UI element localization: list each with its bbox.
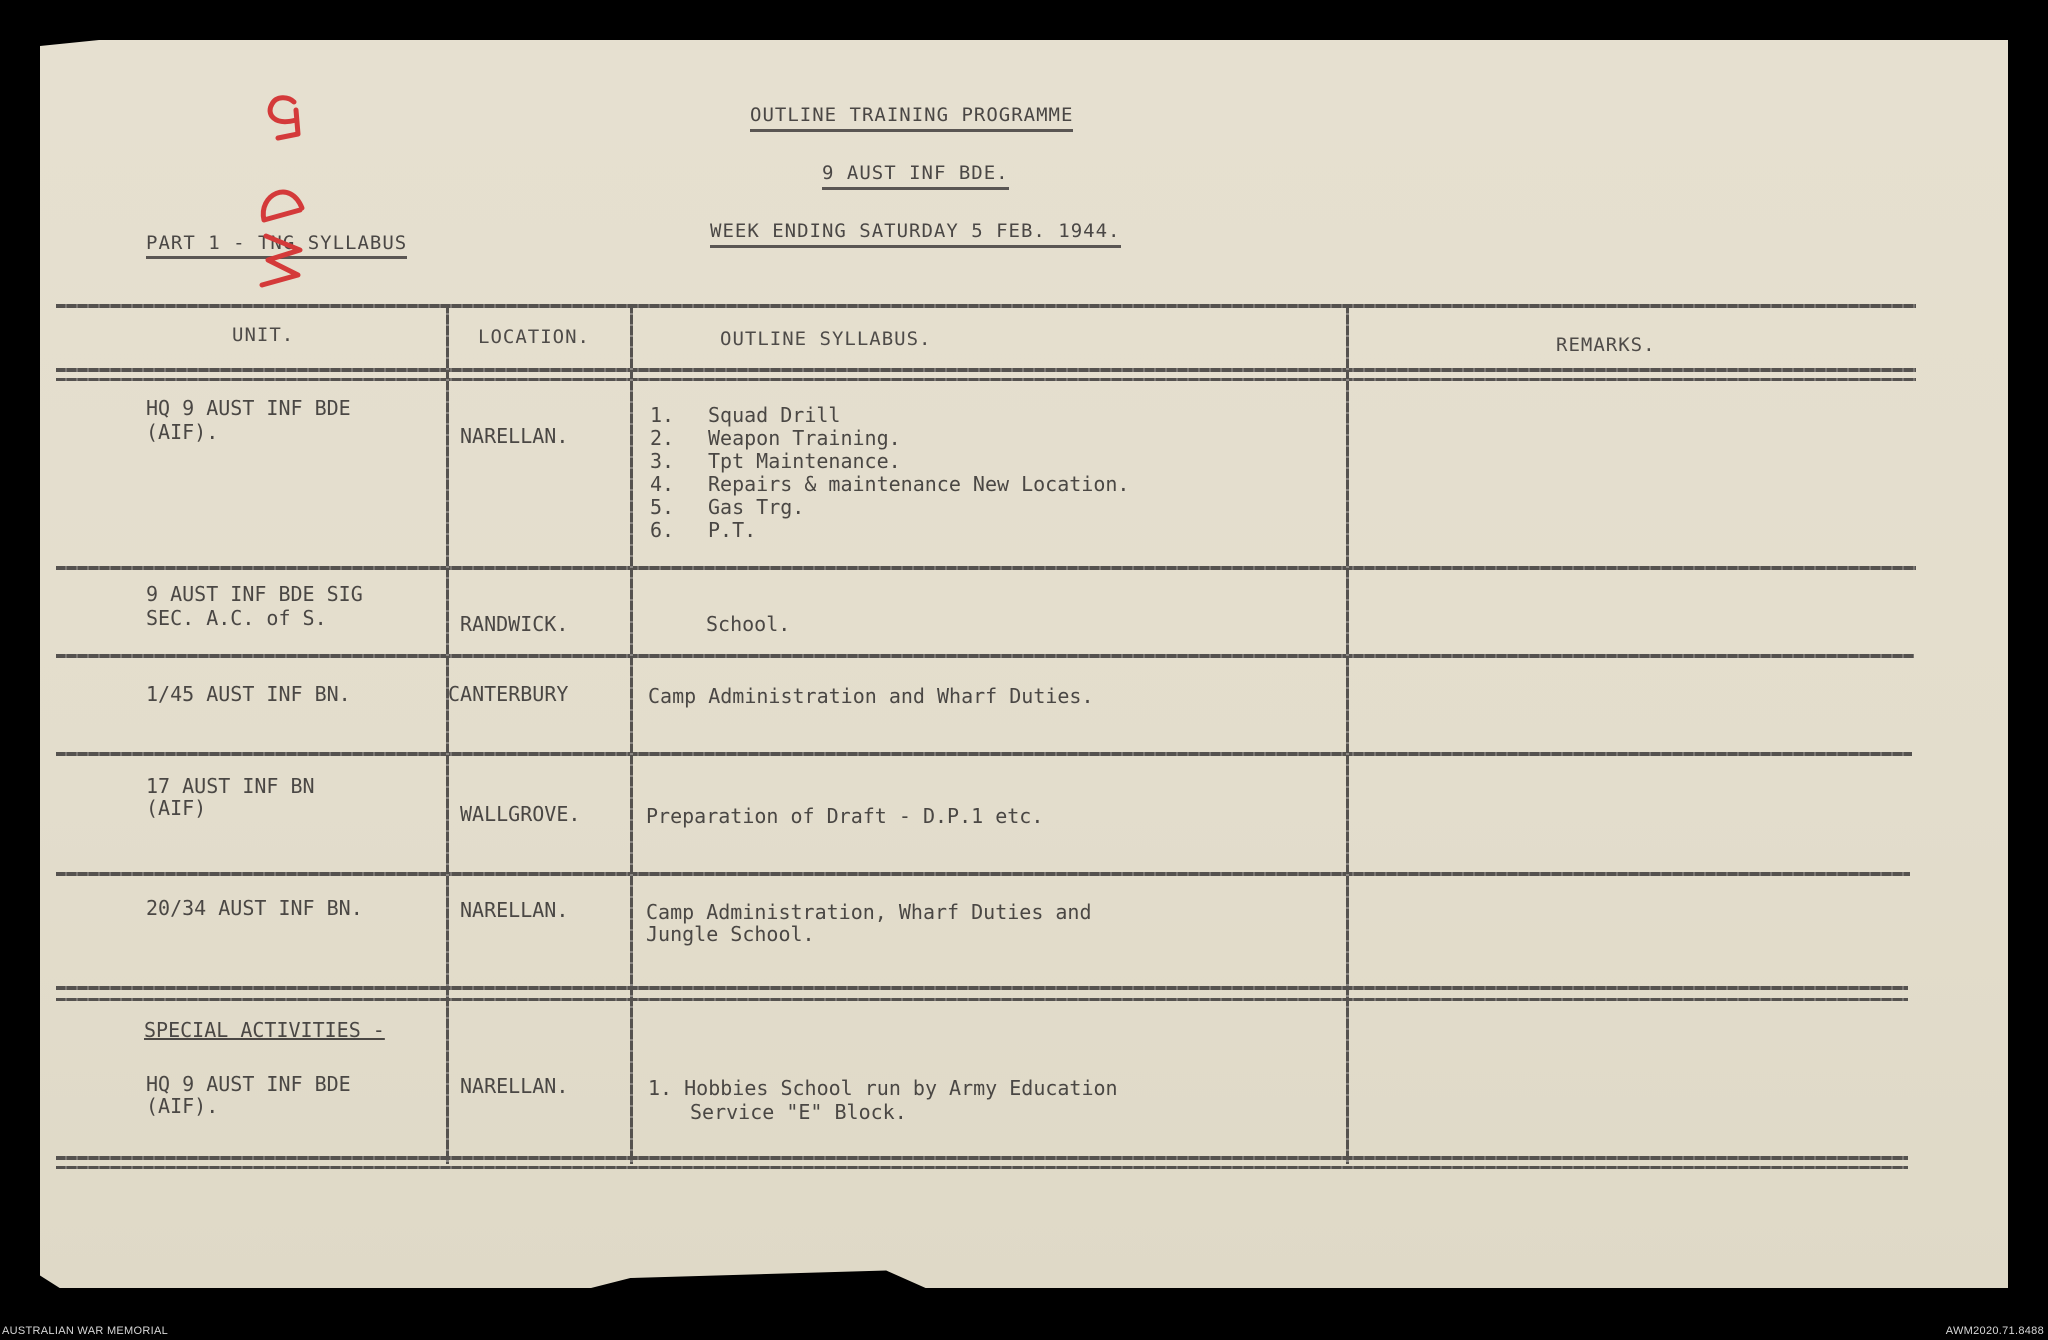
row4-unit-line2: (AIF) xyxy=(146,796,207,820)
row1-unit-line2: (AIF). xyxy=(146,420,219,444)
list-item: 1. Squad Drill xyxy=(650,403,841,427)
row3-unit: 1/45 AUST INF BN. xyxy=(146,682,351,706)
footer-accession: AWM2020.71.8488 xyxy=(1945,1325,2044,1337)
row-rule-5 xyxy=(56,986,1908,990)
row-rule-5b xyxy=(56,998,1908,1001)
footer-credit: AUSTRALIAN WAR MEMORIAL xyxy=(2,1325,169,1337)
header-bottom-rule xyxy=(56,368,1916,372)
row4-unit-line1: 17 AUST INF BN xyxy=(146,774,315,798)
header-syllabus: OUTLINE SYLLABUS. xyxy=(720,328,932,350)
list-item: 5. Gas Trg. xyxy=(650,495,805,519)
table-bottom-rule-2 xyxy=(56,1166,1908,1169)
row-rule-3 xyxy=(56,752,1912,756)
row5-location: NARELLAN. xyxy=(460,898,569,922)
week-ending: WEEK ENDING SATURDAY 5 FEB. 1944. xyxy=(710,220,1121,248)
list-item: 3. Tpt Maintenance. xyxy=(650,449,901,473)
row1-unit-line1: HQ 9 AUST INF BDE xyxy=(146,396,351,420)
row1-syllabus-list xyxy=(650,404,1129,542)
row5-syllabus-line1: Camp Administration, Wharf Duties and xyxy=(646,900,1092,924)
row-rule-2 xyxy=(56,654,1914,658)
part-heading: PART 1 - TNG SYLLABUS xyxy=(146,232,407,259)
table-top-rule xyxy=(56,304,1916,308)
row-rule-1 xyxy=(56,566,1916,570)
row6-location: NARELLAN. xyxy=(460,1074,569,1098)
table-bottom-rule xyxy=(56,1156,1908,1160)
col-divider-2 xyxy=(630,304,633,1164)
row3-location: CANTERBURY xyxy=(448,682,569,706)
handwritten-annotation xyxy=(238,60,358,300)
col-divider-3 xyxy=(1346,304,1349,1164)
list-item: 2. Weapon Training. xyxy=(650,426,901,450)
row2-unit-line1: 9 AUST INF BDE SIG xyxy=(146,582,363,606)
row3-syllabus: Camp Administration and Wharf Duties. xyxy=(648,684,1094,708)
row6-syllabus-line2: Service "E" Block. xyxy=(690,1100,907,1124)
row2-location: RANDWICK. xyxy=(460,612,569,636)
row4-syllabus: Preparation of Draft - D.P.1 etc. xyxy=(646,804,1044,828)
header-bottom-rule-2 xyxy=(56,378,1916,381)
row5-unit: 20/34 AUST INF BN. xyxy=(146,896,363,920)
list-item: 6. P.T. xyxy=(650,518,757,542)
row-rule-4 xyxy=(56,872,1910,876)
row6-unit-line1: HQ 9 AUST INF BDE xyxy=(146,1072,351,1096)
row2-unit-line2: SEC. A.C. of S. xyxy=(146,606,327,630)
header-remarks: REMARKS. xyxy=(1556,334,1656,356)
row6-syllabus-line1: 1. Hobbies School run by Army Education xyxy=(648,1076,1118,1100)
row1-location: NARELLAN. xyxy=(460,424,569,448)
row5-syllabus-line2: Jungle School. xyxy=(646,922,815,946)
row2-syllabus: School. xyxy=(706,612,791,636)
list-item: 4. Repairs & maintenance New Location. xyxy=(650,472,1130,496)
row4-location: WALLGROVE. xyxy=(460,802,581,826)
col-divider-1 xyxy=(446,304,449,1164)
header-location: LOCATION. xyxy=(478,326,590,348)
row6-unit-line2: (AIF). xyxy=(146,1094,219,1118)
unit-heading: 9 AUST INF BDE. xyxy=(822,162,1009,190)
document-title: OUTLINE TRAINING PROGRAMME xyxy=(750,104,1073,132)
special-activities-heading: SPECIAL ACTIVITIES - xyxy=(144,1018,385,1042)
header-unit: UNIT. xyxy=(232,324,295,346)
